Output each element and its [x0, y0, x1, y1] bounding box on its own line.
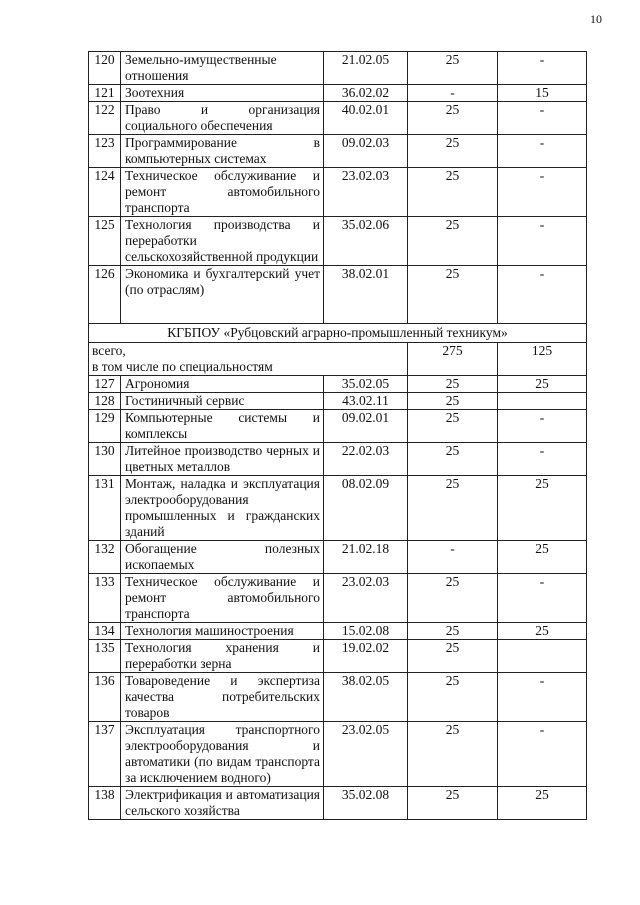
table-row: [89, 102, 587, 135]
specialty-code: 22.02.03: [324, 443, 408, 476]
specialty-name: Право и организация социального обеспечения: [121, 102, 324, 135]
value-col-2: [498, 393, 587, 410]
specialty-code: 23.02.05: [324, 722, 408, 787]
specialty-name: Техническое обслуживание и ремонт автомобильного транспорта: [121, 574, 324, 623]
specialty-name: Компьютерные системы и комплексы: [121, 410, 324, 443]
value-col-2: -: [498, 574, 587, 623]
specialty-code: 36.02.02: [324, 85, 408, 102]
value-col-2: -: [498, 266, 587, 324]
specialty-code: 35.02.06: [324, 217, 408, 266]
value-col-2: -: [498, 52, 587, 85]
specialty-name: Электрификация и автоматизация сельского хозяйства: [121, 787, 324, 820]
specialty-name: Технология производства и переработки сельскохозяйственной продукции: [121, 217, 324, 266]
value-col-2: 25: [498, 787, 587, 820]
row-number: 126: [89, 266, 121, 324]
specialty-code: 08.02.09: [324, 476, 408, 541]
value-col-2: -: [498, 217, 587, 266]
row-number: 132: [89, 541, 121, 574]
value-col-1: 25: [408, 102, 498, 135]
specialty-code: 21.02.05: [324, 52, 408, 85]
specialty-code: 09.02.03: [324, 135, 408, 168]
value-col-1: 25: [408, 722, 498, 787]
specialty-code: 15.02.08: [324, 623, 408, 640]
value-col-2: -: [498, 102, 587, 135]
row-number: 133: [89, 574, 121, 623]
value-col-1: 25: [408, 574, 498, 623]
specialty-code: 09.02.01: [324, 410, 408, 443]
total-label-line-2: в том числе по специальностям: [92, 359, 273, 374]
value-col-2: -: [498, 673, 587, 722]
specialty-name: Литейное производство черных и цветных металлов: [121, 443, 324, 476]
value-col-1: 25: [408, 135, 498, 168]
total-value-1: 275: [408, 343, 498, 376]
table-row: [89, 393, 587, 410]
table-row: [89, 640, 587, 673]
table-row: [89, 722, 587, 787]
table-row: [89, 574, 587, 623]
row-number: 120: [89, 52, 121, 85]
row-number: 125: [89, 217, 121, 266]
total-label-line-1: всего,: [92, 343, 126, 358]
specialty-name: Зоотехния: [121, 85, 324, 102]
page-number: 10: [590, 12, 602, 26]
row-number: 138: [89, 787, 121, 820]
value-col-2: -: [498, 168, 587, 217]
row-number: 127: [89, 376, 121, 393]
value-col-1: -: [408, 85, 498, 102]
specialty-code: 23.02.03: [324, 574, 408, 623]
table-row: [89, 217, 587, 266]
value-col-1: 25: [408, 393, 498, 410]
specialty-name: Гостиничный сервис: [121, 393, 324, 410]
value-col-2: -: [498, 410, 587, 443]
total-row: [89, 343, 587, 376]
row-number: 123: [89, 135, 121, 168]
value-col-1: 25: [408, 376, 498, 393]
table-row: [89, 376, 587, 393]
row-number: 122: [89, 102, 121, 135]
specialty-code: 38.02.05: [324, 673, 408, 722]
table-row: [89, 410, 587, 443]
specialty-name: Земельно-имущественные отношения: [121, 52, 324, 85]
row-number: 131: [89, 476, 121, 541]
value-col-2: 25: [498, 541, 587, 574]
value-col-2: 15: [498, 85, 587, 102]
specialty-name: Товароведение и экспертиза качества потребительских товаров: [121, 673, 324, 722]
table-row: [89, 52, 587, 85]
table-row: [89, 541, 587, 574]
section-header-row: [89, 324, 587, 343]
row-number: 128: [89, 393, 121, 410]
value-col-1: 25: [408, 217, 498, 266]
row-number: 134: [89, 623, 121, 640]
specialty-code: 19.02.02: [324, 640, 408, 673]
table-row: [89, 85, 587, 102]
value-col-2: -: [498, 135, 587, 168]
value-col-1: 25: [408, 52, 498, 85]
value-col-2: 25: [498, 623, 587, 640]
value-col-2: -: [498, 443, 587, 476]
row-number: 121: [89, 85, 121, 102]
institution-title: КГБПОУ «Рубцовский аграрно-промышленный техникум»: [89, 324, 587, 343]
specialty-code: 38.02.01: [324, 266, 408, 324]
value-col-2: [498, 640, 587, 673]
table-row: [89, 623, 587, 640]
total-label: [89, 343, 408, 376]
specialty-name: Технология хранения и переработки зерна: [121, 640, 324, 673]
specialty-code: 21.02.18: [324, 541, 408, 574]
specialty-name: Обогащение полезных ископаемых: [121, 541, 324, 574]
specialty-name: Технология машиностроения: [121, 623, 324, 640]
value-col-1: 25: [408, 787, 498, 820]
value-col-1: 25: [408, 266, 498, 324]
specialty-name: Программирование в компьютерных системах: [121, 135, 324, 168]
specialty-code: 35.02.08: [324, 787, 408, 820]
value-col-2: -: [498, 722, 587, 787]
value-col-1: 25: [408, 443, 498, 476]
value-col-1: 25: [408, 640, 498, 673]
row-number: 124: [89, 168, 121, 217]
specialty-code: 35.02.05: [324, 376, 408, 393]
table-row: [89, 673, 587, 722]
row-number: 129: [89, 410, 121, 443]
row-number: 137: [89, 722, 121, 787]
specialty-name: Агрономия: [121, 376, 324, 393]
value-col-1: 25: [408, 673, 498, 722]
value-col-1: 25: [408, 623, 498, 640]
value-col-2: 25: [498, 376, 587, 393]
total-value-2: 125: [498, 343, 587, 376]
specialty-name: Техническое обслуживание и ремонт автомобильного транспорта: [121, 168, 324, 217]
specialty-code: 23.02.03: [324, 168, 408, 217]
table-row: [89, 787, 587, 820]
specialty-code: 43.02.11: [324, 393, 408, 410]
row-number: 135: [89, 640, 121, 673]
row-number: 130: [89, 443, 121, 476]
value-col-1: 25: [408, 476, 498, 541]
value-col-2: 25: [498, 476, 587, 541]
specialty-code: 40.02.01: [324, 102, 408, 135]
table-row: [89, 135, 587, 168]
table-row: [89, 266, 587, 324]
value-col-1: 25: [408, 410, 498, 443]
specialty-name: Эксплуатация транспортного электрооборудования и автоматики (по видам транспорта за исключением водного): [121, 722, 324, 787]
specialties-table: [88, 51, 587, 820]
table-row: [89, 476, 587, 541]
value-col-1: 25: [408, 168, 498, 217]
specialty-name: Монтаж, наладка и эксплуатация электрооборудования промышленных и гражданских зданий: [121, 476, 324, 541]
row-number: 136: [89, 673, 121, 722]
table-row: [89, 443, 587, 476]
specialty-name: Экономика и бухгалтерский учет (по отраслям): [121, 266, 324, 324]
table-row: [89, 168, 587, 217]
value-col-1: -: [408, 541, 498, 574]
